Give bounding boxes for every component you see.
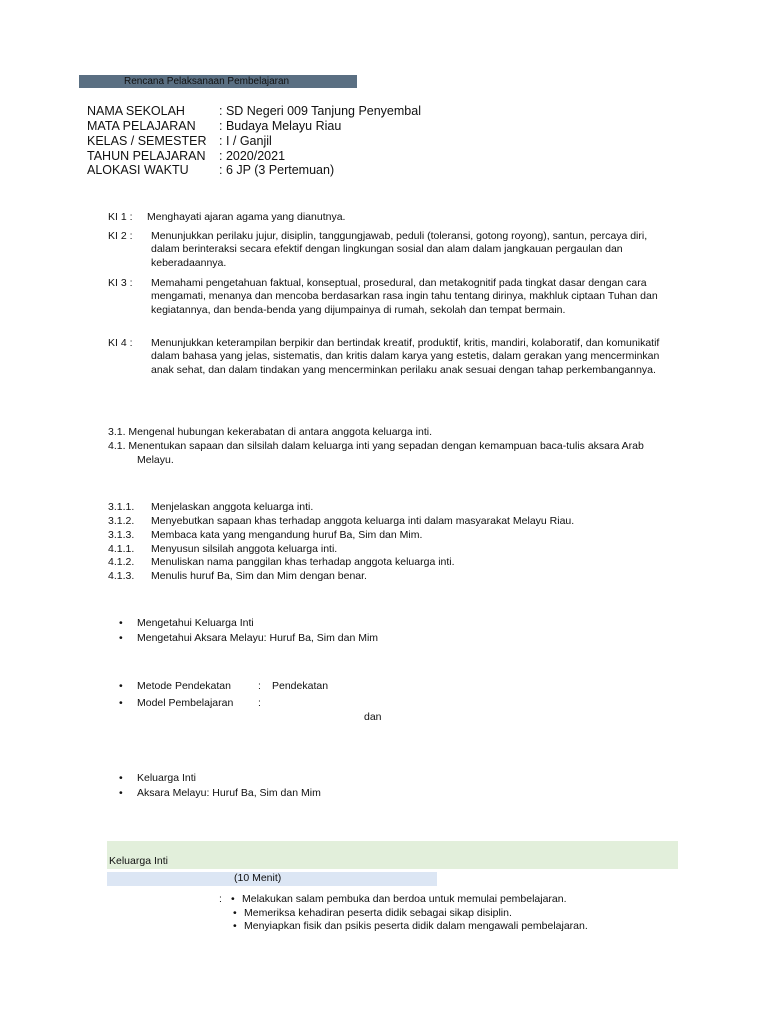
activity-step: Memeriksa kehadiran peserta didik sebagai sikap disiplin. [244, 907, 512, 919]
method-value: Pendekatan [272, 680, 329, 692]
ki-text: Menunjukkan keterampilan berpikir dan bertindak kreatif, produktif, kritis, mandiri, kolaboratif, dan komunikatif dalam bahasa yang jelas, sistematis, dan kritis dalam karya yang estetis, dalam gerakan yang mencerminkan anak sehat, dan dalam tindakan yang mencerminkan perilaku anak sesuai dengan tahap perkembangannya. [151, 337, 660, 376]
indicator-number: 4.1.1. [108, 543, 135, 555]
indicator-number: 3.1.2. [108, 515, 135, 527]
indicator-number: 4.1.3. [108, 570, 135, 582]
info-value: : 2020/2021 [219, 149, 286, 163]
bullet-icon: • [231, 893, 235, 905]
info-value: : I / Ganjil [219, 134, 272, 148]
indicator-number: 4.1.2. [108, 556, 135, 568]
info-row-subject [87, 119, 341, 134]
info-label: ALOKASI WAKTU [87, 163, 189, 177]
info-value: : SD Negeri 009 Tanjung Penyembal [219, 104, 421, 118]
bullet-icon: • [119, 680, 123, 692]
info-row-time [87, 163, 334, 178]
indicator-text: Menyusun silsilah anggota keluarga inti. [151, 543, 338, 555]
kd-item: 4.1. Menentukan sapaan dan silsilah dalam keluarga inti yang sepadan dengan kemampuan baca-tulis aksara Arab [108, 440, 644, 452]
bullet-icon: • [119, 697, 123, 709]
activity-colon: : [219, 893, 222, 905]
objective-item: Mengetahui Keluarga Inti [137, 617, 254, 629]
indicator-text: Menyebutkan sapaan khas terhadap anggota keluarga inti dalam masyarakat Melayu Riau. [151, 515, 575, 527]
ki-code: KI 2 : [108, 230, 133, 242]
info-value: : Budaya Melayu Riau [219, 119, 342, 133]
ki-code: KI 4 : [108, 337, 133, 349]
ki-code: KI 3 : [108, 277, 133, 289]
indicator-text: Menjelaskan anggota keluarga inti. [151, 501, 314, 513]
activity-title-band [107, 841, 678, 869]
activity-step: Menyiapkan fisik dan psikis peserta didik dalam mengawali pembelajaran. [244, 920, 588, 932]
info-row-year [87, 149, 285, 164]
kd-item: 3.1. Mengenal hubungan kekerabatan di antara anggota keluarga inti. [108, 426, 432, 438]
material-item: Keluarga Inti [137, 772, 196, 784]
info-row-class [87, 134, 272, 149]
info-label: MATA PELAJARAN [87, 119, 196, 133]
info-label: TAHUN PELAJARAN [87, 149, 206, 163]
info-label: KELAS / SEMESTER [87, 134, 207, 148]
bullet-icon: • [119, 787, 123, 799]
ki-code: KI 1 : [108, 211, 133, 223]
activity-title: Keluarga Inti [109, 855, 168, 867]
indicator-number: 3.1.3. [108, 529, 135, 541]
info-row-school [87, 104, 421, 119]
bullet-icon: • [119, 617, 123, 629]
method-colon: : [258, 680, 261, 692]
indicator-text: Menulis huruf Ba, Sim dan Mim dengan benar. [151, 570, 367, 582]
ki-text: Menunjukkan perilaku jujur, disiplin, tanggungjawab, peduli (toleransi, gotong royong), santun, percaya diri, dalam berinteraksi secara efektif dengan lingkungan sosial dan alam dalam jangkauan pergaulan dan keberadaannya. [151, 230, 648, 269]
info-label: NAMA SEKOLAH [87, 104, 185, 118]
phase-duration: (10 Menit) [234, 872, 282, 884]
method-label: Metode Pendekatan [137, 680, 231, 692]
ki-text: Memahami pengetahuan faktual, konseptual, prosedural, dan metakognitif pada tingkat dasar dengan cara mengamati, menanya dan mencoba berdasarkan rasa ingin tahu tentang dirinya, makhluk ciptaan Tuhan dan kegiatannya, dan benda-benda yang dijumpainya di rumah, sekolah dan tempat bermain. [151, 277, 658, 316]
indicator-text: Membaca kata yang mengandung huruf Ba, Sim dan Mim. [151, 529, 423, 541]
bullet-icon: • [119, 772, 123, 784]
bullet-icon: • [119, 632, 123, 644]
indicator-number: 3.1.1. [108, 501, 135, 513]
model-label: Model Pembelajaran [137, 697, 234, 709]
indicator-text: Menuliskan nama panggilan khas terhadap anggota keluarga inti. [151, 556, 455, 568]
activity-step: Melakukan salam pembuka dan berdoa untuk memulai pembelajaran. [242, 893, 567, 905]
banner-title: Rencana Pelaksanaan Pembelajaran [124, 76, 290, 87]
ki-text: Menghayati ajaran agama yang dianutnya. [147, 211, 346, 223]
methods-connector: dan [364, 711, 382, 723]
material-item: Aksara Melayu: Huruf Ba, Sim dan Mim [137, 787, 321, 799]
model-colon: : [258, 697, 261, 709]
info-value: : 6 JP (3 Pertemuan) [219, 163, 335, 177]
kd-item-continued: Melayu. [137, 454, 174, 466]
objective-item: Mengetahui Aksara Melayu: Huruf Ba, Sim dan Mim [137, 632, 379, 644]
bullet-icon: • [233, 920, 237, 932]
bullet-icon: • [233, 907, 237, 919]
